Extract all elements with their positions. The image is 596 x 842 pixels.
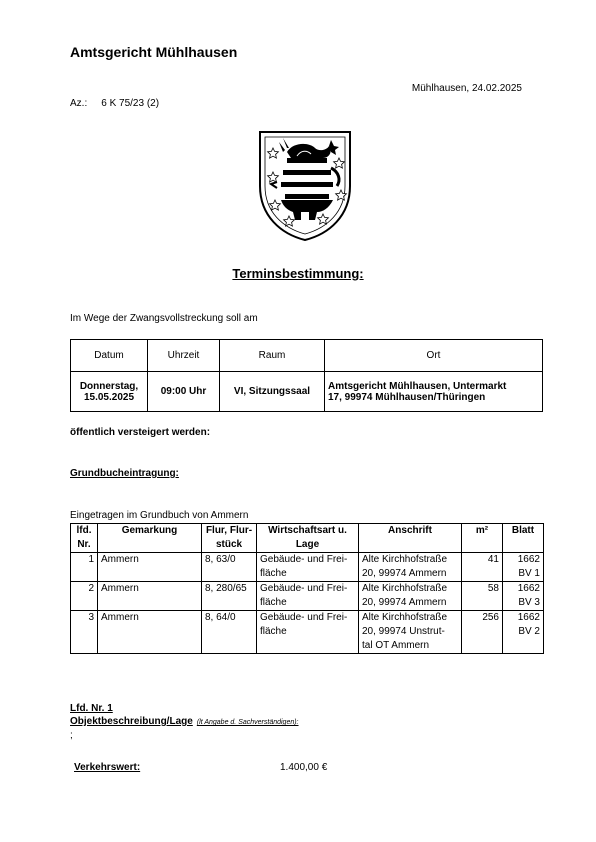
cell-gemarkung: Ammern [98, 582, 202, 611]
anschrift-line-2: 20, 99974 Ammern [362, 597, 447, 608]
wirtschaftsart-line-1: Gebäude- und Frei- [260, 612, 348, 623]
header-wirtschaftsart [257, 524, 359, 553]
cell-gemarkung: Ammern [98, 611, 202, 654]
header-datum: Datum [71, 340, 148, 372]
cell-blatt [503, 611, 544, 654]
wirtschaftsart-line-2: fläche [260, 597, 287, 608]
header-anschrift: Anschrift [359, 524, 462, 553]
page-title: Terminsbestimmung: [232, 266, 364, 281]
datum-line-1: Donnerstag, [79, 380, 139, 392]
file-reference [70, 98, 159, 109]
intro-text: Im Wege der Zwangsvollstreckung soll am [70, 313, 258, 324]
cell-ort [325, 372, 543, 412]
blatt-line-1: 1662 [517, 583, 540, 594]
blatt-line-1: 1662 [517, 612, 540, 623]
land-register-title: Grundbucheintragung: [70, 468, 179, 479]
wirtschaftsart-line-2: fläche [260, 568, 287, 579]
header-flur-line-2: stück [215, 539, 243, 550]
blatt-line-2: BV 3 [518, 597, 540, 608]
cell-datum [71, 372, 148, 412]
cell-blatt [503, 553, 544, 582]
auction-statement: öffentlich versteigert werden: [70, 427, 211, 438]
header-uhrzeit: Uhrzeit [148, 340, 220, 372]
object-number: Lfd. Nr. 1 [70, 703, 113, 714]
cell-gemarkung: Ammern [98, 553, 202, 582]
appointment-table [70, 339, 543, 412]
cell-m2: 41 [462, 553, 503, 582]
cell-lfd: 1 [71, 553, 98, 582]
cell-lfd: 3 [71, 611, 98, 654]
object-description-label: Objektbeschreibung/Lage [70, 716, 193, 727]
cell-blatt [503, 582, 544, 611]
file-reference-label: Az.: [70, 98, 88, 109]
table-row [71, 553, 544, 582]
object-description [70, 716, 299, 727]
header-raum: Raum [220, 340, 325, 372]
wirtschaftsart-line-1: Gebäude- und Frei- [260, 554, 348, 565]
anschrift-line-2: 20, 99974 Unstrut- [362, 626, 445, 637]
cell-anschrift [359, 582, 462, 611]
table-header-row [71, 524, 544, 553]
land-register-intro: Eingetragen im Grundbuch von Ammern [70, 510, 249, 521]
cell-anschrift [359, 611, 462, 654]
cell-wirtschaftsart [257, 582, 359, 611]
place-date: Mühlhausen, 24.02.2025 [411, 83, 522, 94]
cell-uhrzeit: 09:00 Uhr [148, 372, 220, 412]
land-register-table [70, 523, 544, 654]
object-description-text: ; [70, 730, 73, 741]
anschrift-line-1: Alte Kirchhofstraße [362, 612, 448, 623]
header-wirtschaftsart-line-1: Wirtschaftsart u. [268, 525, 347, 536]
wirtschaftsart-line-2: fläche [260, 626, 287, 637]
datum-line-2: 15.05.2025 [83, 391, 135, 403]
header-wirtschaftsart-line-2: Lage [295, 539, 320, 550]
cell-flur: 8, 280/65 [202, 582, 257, 611]
wirtschaftsart-line-1: Gebäude- und Frei- [260, 583, 348, 594]
anschrift-line-2: 20, 99974 Ammern [362, 568, 447, 579]
header-flur-line-1: Flur, Flur- [205, 525, 253, 536]
blatt-line-2: BV 1 [518, 568, 540, 579]
cell-anschrift [359, 553, 462, 582]
court-name: Amtsgericht Mühlhausen [70, 44, 238, 60]
anschrift-line-3: tal OT Ammern [362, 640, 430, 651]
cell-lfd: 2 [71, 582, 98, 611]
coat-of-arms-icon [257, 128, 353, 242]
anschrift-line-1: Alte Kirchhofstraße [362, 583, 448, 594]
file-reference-value: 6 K 75/23 (2) [101, 98, 160, 109]
header-lfd [71, 524, 98, 553]
table-row [71, 582, 544, 611]
header-flur [202, 524, 257, 553]
cell-flur: 8, 63/0 [202, 553, 257, 582]
blatt-line-1: 1662 [517, 554, 540, 565]
table-header-row [71, 340, 543, 372]
header-blatt: Blatt [503, 524, 544, 553]
header-lfd-line-1: lfd. [76, 525, 92, 536]
ort-line-1: Amtsgericht Mühlhausen, Untermarkt [328, 380, 507, 392]
header-m2: m² [462, 524, 503, 553]
object-description-note: (lt Angabe d. Sachverständigen): [196, 719, 299, 726]
ort-line-2: 17, 99974 Mühlhausen/Thüringen [328, 391, 486, 403]
cell-m2: 58 [462, 582, 503, 611]
market-value-label: Verkehrswert: [74, 762, 141, 773]
cell-m2: 256 [462, 611, 503, 654]
cell-flur: 8, 64/0 [202, 611, 257, 654]
cell-wirtschaftsart [257, 553, 359, 582]
cell-wirtschaftsart [257, 611, 359, 654]
header-lfd-line-2: Nr. [77, 539, 91, 550]
table-row [71, 611, 544, 654]
market-value: 1.400,00 € [280, 762, 328, 773]
cell-raum: VI, Sitzungssaal [220, 372, 325, 412]
anschrift-line-1: Alte Kirchhofstraße [362, 554, 448, 565]
header-ort: Ort [325, 340, 543, 372]
blatt-line-2: BV 2 [518, 626, 540, 637]
header-gemarkung: Gemarkung [98, 524, 202, 553]
table-row [71, 372, 543, 412]
